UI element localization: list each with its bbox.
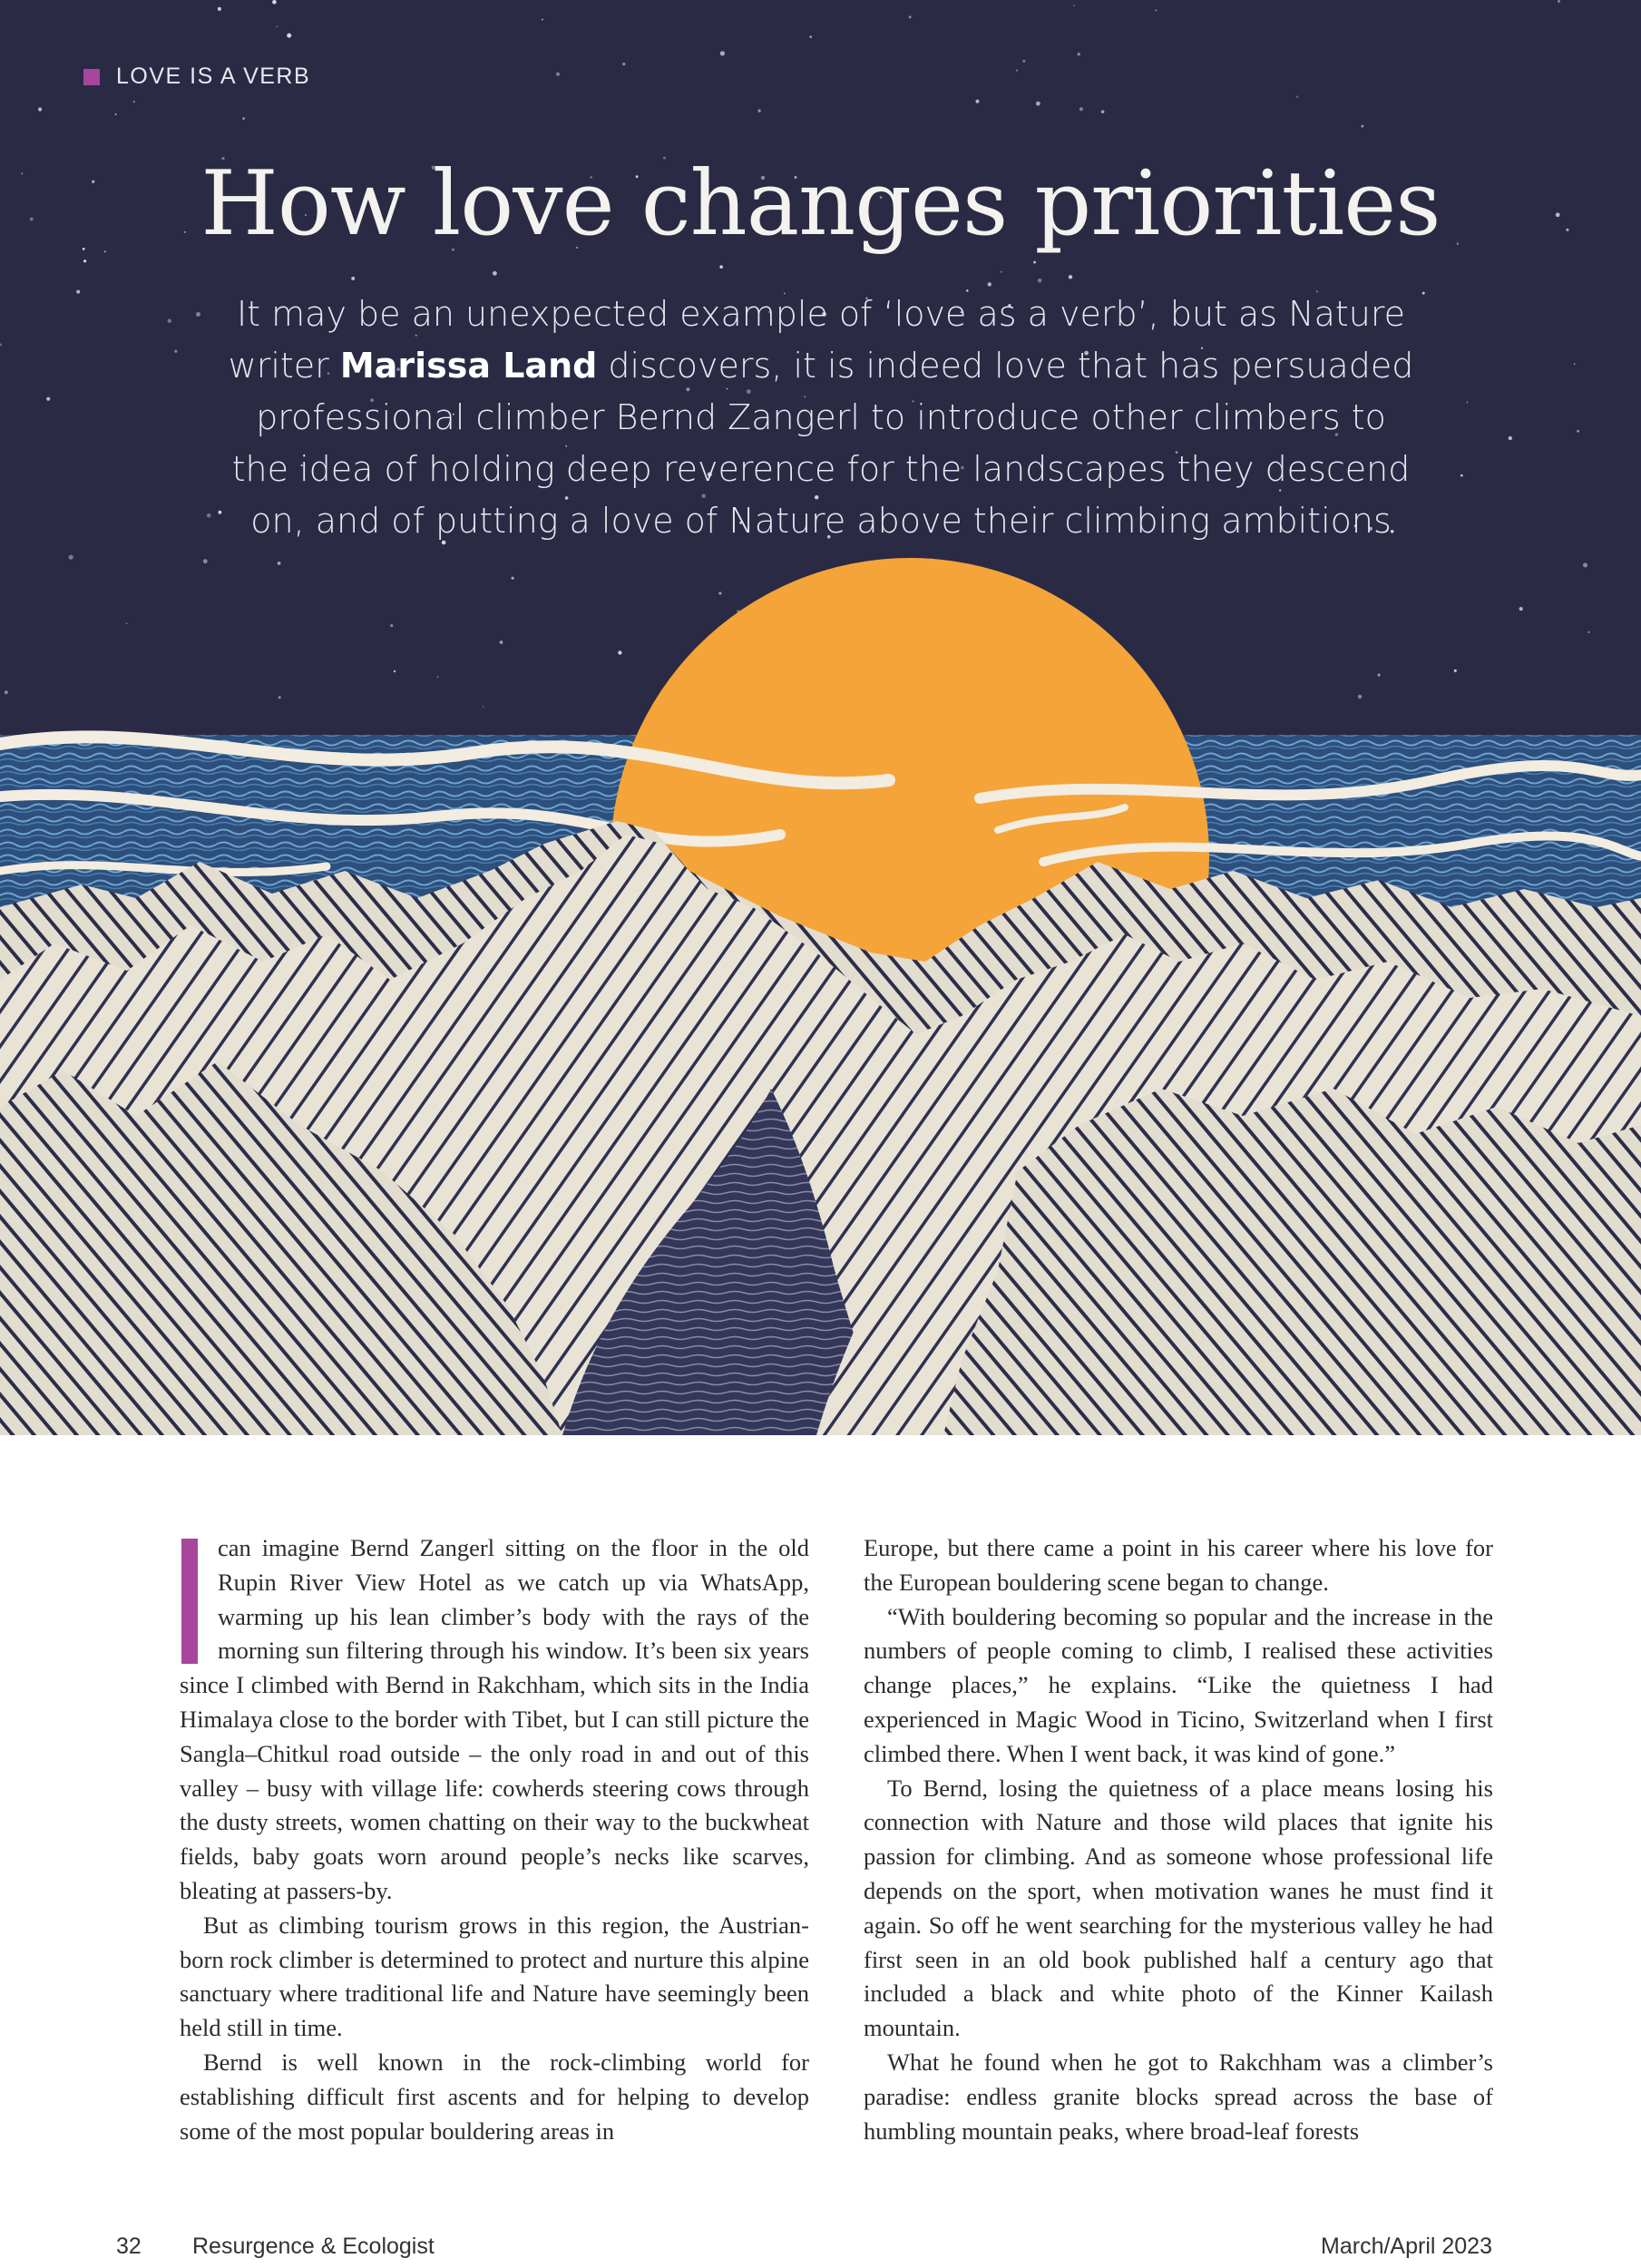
star [1069,275,1072,279]
star [1073,5,1075,6]
standfirst-rest: discovers, it is indeed love that has persuaded professional climber Bernd Zangerl to introduce other climbers to the idea of holding deep reverence for the landscapes they descend on, and of putting a love of Nature above their climbing ambitions [231,346,1414,541]
star [1583,563,1587,568]
star [1577,430,1579,433]
star [1422,292,1425,295]
star [69,555,73,560]
section-label: LOVE IS A VERB [116,64,311,89]
star [1001,271,1002,273]
star [493,271,497,276]
standfirst-intro: It may be an unexpected example of ‘love as a verb’, but as Nature writer [228,294,1406,386]
body-paragraph [180,1531,809,1909]
star [219,511,222,514]
star [218,7,221,11]
star [351,277,355,280]
star [909,15,912,18]
body-paragraph: “With bouldering becoming so popular and the increase in the numbers of people coming to climb, I realised these activities change places,” he explains. “Like the quietness I had experienced in Magic Wood in Ticino, Switzerland when I first climbed there. When I went back, it was kind of gone.” [864,1602,1493,1767]
star [168,319,171,323]
drop-cap-bar [181,1539,198,1664]
star [46,397,50,401]
star [1156,9,1157,11]
star [512,577,514,580]
star [1296,96,1298,98]
body-paragraph: But as climbing tourism grows in this region, the Austrian-born rock climber is determined to protect and nurture this alpine sanctuary where traditional life and Nature have seemingly been held still in time. [180,1911,809,2042]
star [720,51,725,55]
star [394,670,396,672]
star [287,34,291,38]
body-paragraph-text: can imagine Bernd Zangerl sitting on the floor in the old Rupin River View Hotel as we catch up via WhatsApp, warming up his lean climber’s body with the rays of the morning sun filtering through his window. It’s been six years since I climbed with Bernd in Rakchham, which sits in the India Himalaya close to the border with Tibet, but I can still picture the Sangla–Chitkul road outside – the only road in and out of this valley – busy with village life: cowherds steering cows through the dusty streets, women chatting on their way to the buckwheat fields, baby goats worn around people’s necks like scarves, bleating at passers-by. [180,1534,809,1904]
star [38,107,42,111]
page-number: 32 [116,2234,142,2259]
star [542,19,543,21]
star [437,676,439,678]
star [207,513,211,518]
star [1362,125,1364,128]
body-column-2 [864,1531,1493,2148]
body-paragraph: What he found when he got to Rakchham was a climber’s paradise: endless granite blocks spread across the base of humbling mountain peaks, where broad-leaf forests [864,2048,1493,2145]
star [988,282,991,286]
star [976,100,980,103]
star [390,624,393,627]
star [1036,102,1040,106]
star [1038,279,1042,283]
star [133,101,135,103]
star [618,650,621,654]
star [196,312,200,317]
star [1016,70,1018,72]
star [757,109,760,112]
publication-name: Resurgence & Ecologist [192,2234,435,2259]
star [1378,674,1381,677]
star [126,622,128,624]
star [174,350,177,353]
star [272,0,277,5]
section-tag [83,64,310,90]
star [1454,670,1457,672]
star [1509,436,1512,440]
star [1358,695,1362,699]
body-column-1 [180,1531,809,2148]
star [83,259,86,262]
article-headline: How love changes priorities [200,152,1441,256]
article-body [180,1531,1493,2148]
section-marker-icon [83,69,100,85]
star [115,113,117,115]
body-paragraph: To Bernd, losing the quietness of a place means losing his connection with Nature and those wild places that ignite his passion for climbing. And as someone whose professional life depends on the sport, when motivation wanes he must find it again. So off he went searching for the mysterious valley he had first seen in an old book published half a century ago that included a black and white photo of the Kinner Kailash mountain. [864,1774,1493,2042]
page-footer [0,2234,1641,2261]
star [5,690,8,694]
issue-date: March/April 2023 [1321,2234,1492,2259]
star [1467,401,1469,403]
star [483,706,484,708]
star [76,290,80,294]
star [809,35,812,38]
star [278,696,281,699]
star [622,63,625,65]
author-name: Marissa Land [339,346,598,386]
star [276,25,278,27]
star [1558,0,1560,3]
star [1460,474,1463,477]
star [242,117,245,120]
star [203,559,208,563]
star [718,591,721,594]
star [1587,631,1589,633]
star [500,640,503,644]
star [1574,363,1576,365]
star [719,265,723,269]
star [1101,110,1105,113]
star [1078,53,1080,55]
body-paragraph: Bernd is well known in the rock-climbing world for establishing difficult first ascents and for helping to develop some of the most popular bouldering areas in [180,2048,809,2145]
star [556,73,560,76]
star [1033,261,1036,264]
star [278,562,281,565]
star [1079,107,1083,111]
star [1519,607,1523,611]
star [1022,60,1025,63]
article-standfirst [227,288,1415,547]
body-paragraph: Europe, but there came a point in his career where his love for the European bouldering scene began to change. [864,1534,1493,1596]
